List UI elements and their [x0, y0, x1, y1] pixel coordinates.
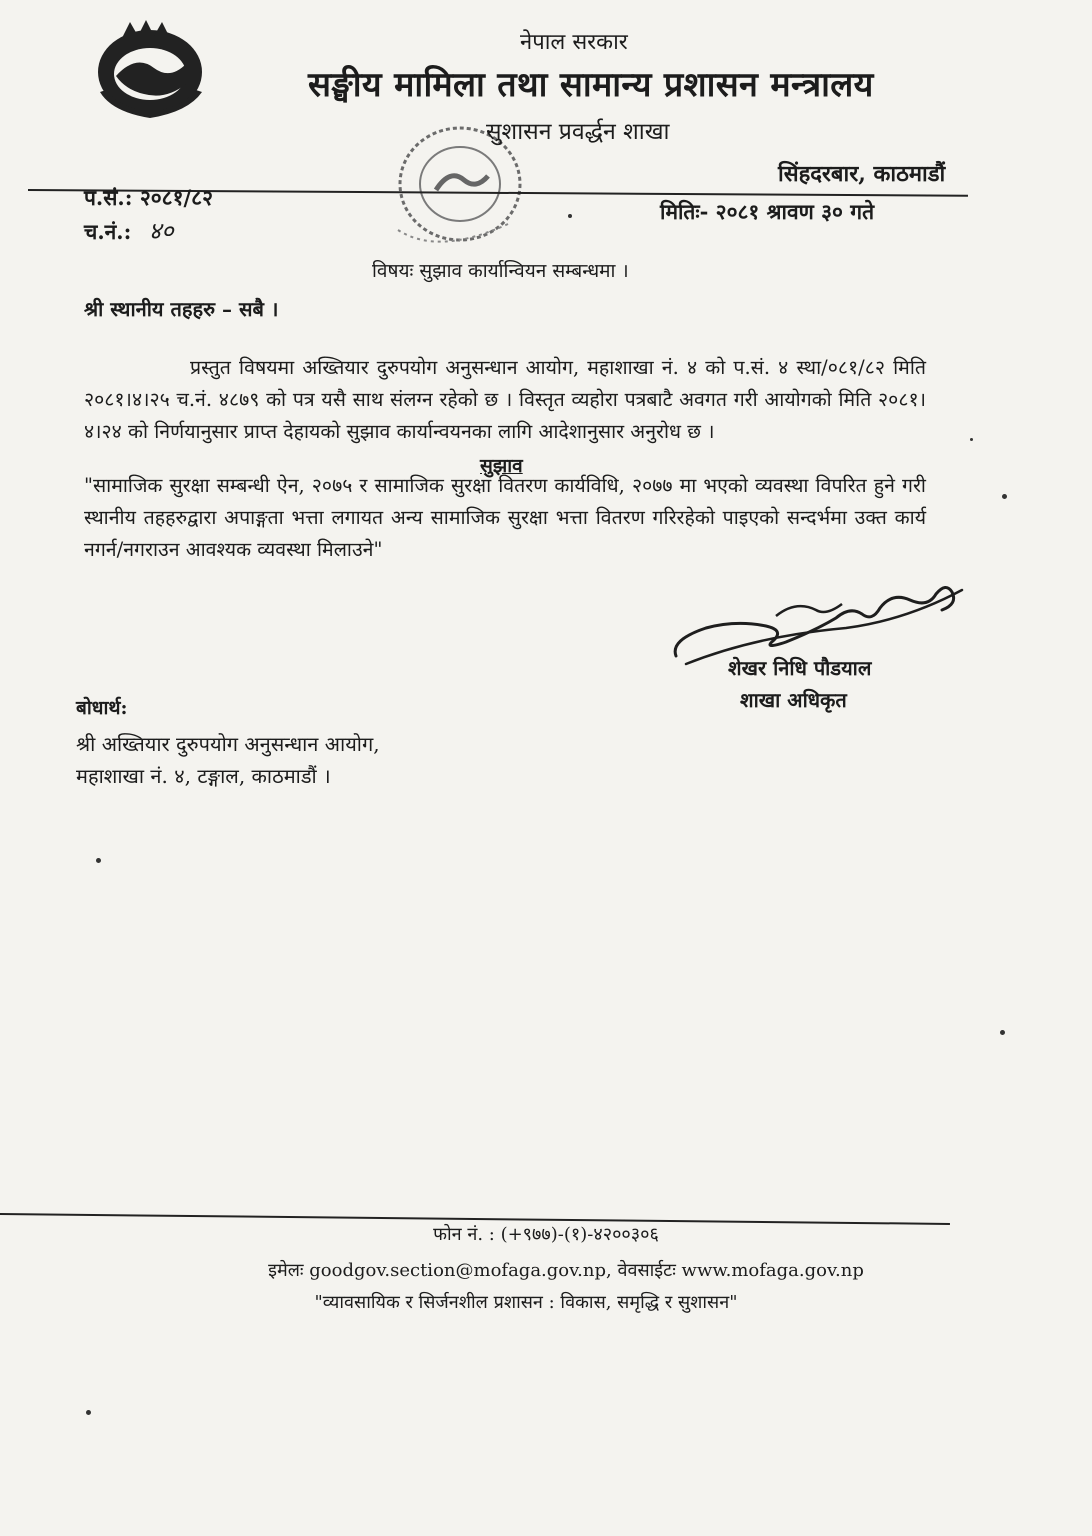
scan-speck — [96, 858, 101, 863]
ministry-name: सङ्घीय मामिला तथा सामान्य प्रशासन मन्त्रालय — [308, 65, 874, 105]
letter-addressee: श्री स्थानीय तहहरु – सबै । — [84, 297, 279, 321]
reference-number — [84, 184, 213, 212]
footer-phone: फोन नं. : (+९७७)-(१)-४२००३०६ — [433, 1224, 659, 1245]
scan-speck — [86, 1410, 91, 1415]
scan-speck — [1002, 494, 1007, 499]
dispatch-number — [84, 214, 174, 247]
dispatch-value: ४० — [148, 217, 174, 245]
footer-slogan: "व्यावसायिक र सिर्जनशील प्रशासन : विकास, समृद्धि र सुशासन" — [314, 1292, 738, 1313]
body-paragraph: प्रस्तुत विषयमा अख्तियार दुरुपयोग अनुसन्धान आयोग, महाशाखा नं. ४ को प.सं. ४ स्था/०८१/८२ मिति २०८१।४।२५ च.नं. ४८७९ को पत्र यसै साथ संलग्न रहेको छ । विस्तृत व्यहोरा पत्रबाटै अवगत गरी आयोगको मिति २०८१।४।२४ को निर्णयानुसार प्राप्त देहायको सुझाव कार्यान्वयनका लागि आदेशानुसार अनुरोध छ । — [84, 356, 926, 443]
signatory-name: शेखर निधि पौडयाल — [728, 656, 872, 680]
scan-speck — [568, 214, 572, 218]
section-name: सुशासन प्रवर्द्धन शाखा — [486, 119, 670, 145]
nepal-emblem-icon — [92, 14, 210, 124]
reference-label: प.सं.: — [84, 185, 133, 210]
government-name: नेपाल सरकार — [520, 30, 628, 55]
scan-speck — [1000, 1030, 1005, 1035]
suggestion-heading: सुझाव — [480, 455, 523, 477]
scan-speck — [970, 438, 973, 441]
dispatch-label: च.नं.: — [84, 219, 132, 244]
letter-subject: विषयः सुझाव कार्यान्वियन सम्बन्धमा । — [372, 260, 629, 282]
reference-value: २०८१/८२ — [139, 185, 214, 210]
signatory-designation: शाखा अधिकृत — [740, 688, 847, 712]
cc-recipient-address: महाशाखा नं. ४, टङ्गाल, काठमाडौं । — [76, 764, 331, 788]
cc-recipient-line: श्री अख्तियार दुरुपयोग अनुसन्धान आयोग, — [76, 732, 380, 756]
cc-heading: बोधार्थ: — [76, 697, 128, 719]
letter-date: मितिः- २०८१ श्रावण ३० गते — [660, 199, 875, 224]
suggestion-paragraph: "सामाजिक सुरक्षा सम्बन्धी ऐन, २०७५ र सामाजिक सुरक्षा वितरण कार्यविधि, २०७७ मा भएको व्यवस्था विपरित हुने गरी स्थानीय तहहरुद्वारा अपाङ्गता भत्ता लगायत अन्य सामाजिक सुरक्षा भत्ता वितरण गरिरहेको पाइएको सन्दर्भमा उक्त कार्य नगर्न/नगराउन आवश्यक व्यवस्था मिलाउने" — [84, 474, 926, 561]
office-location: सिंहदरबार, काठमाडौं — [778, 161, 946, 187]
footer-email-website: इमेलः goodgov.section@mofaga.gov.np, वेवसाईटः www.mofaga.gov.np — [268, 1260, 864, 1281]
